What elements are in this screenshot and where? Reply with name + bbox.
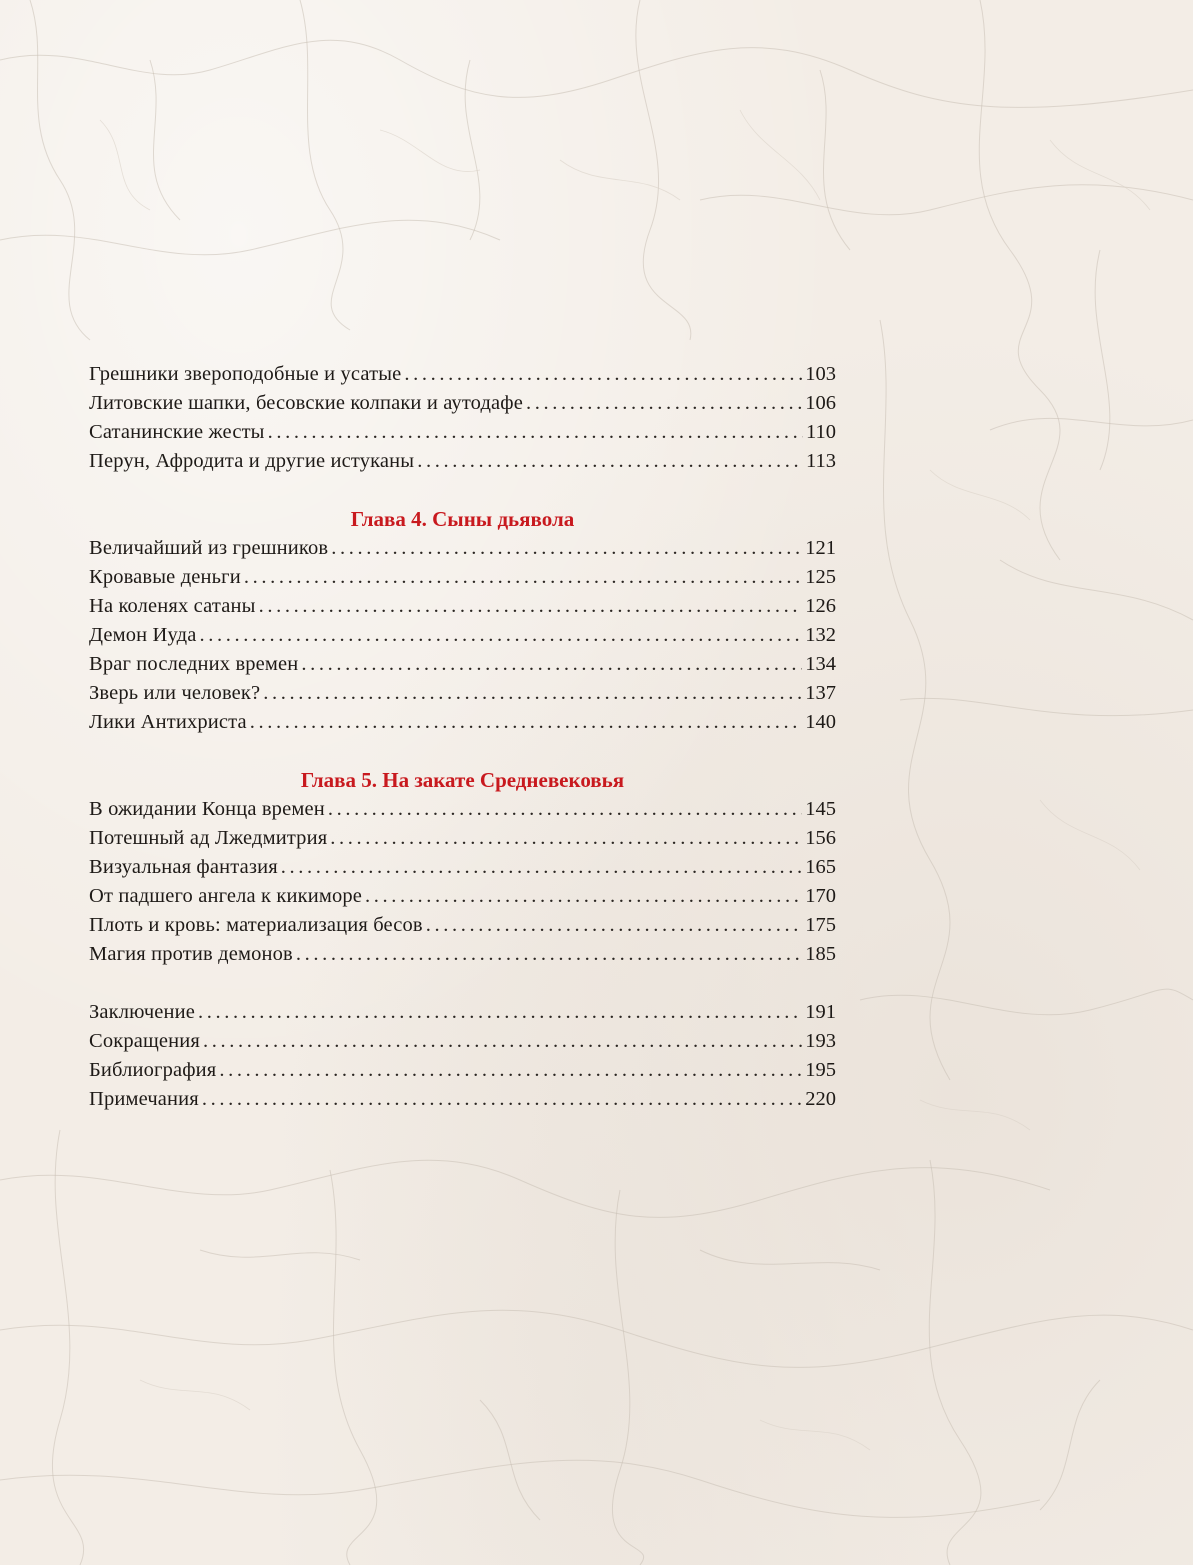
toc-entry bbox=[89, 1027, 836, 1056]
toc-entry-page: 113 bbox=[806, 450, 836, 472]
toc-entry-title: Лики Антихриста bbox=[89, 711, 247, 733]
toc-entry bbox=[89, 824, 836, 853]
toc-entry-page: 103 bbox=[805, 363, 836, 385]
toc-entry-page: 195 bbox=[805, 1059, 836, 1081]
toc-dot-leader bbox=[199, 621, 802, 650]
toc-dot-leader bbox=[328, 795, 802, 824]
toc-entry bbox=[89, 1085, 836, 1114]
toc-entry-title: Перун, Афродита и другие истуканы bbox=[89, 450, 415, 472]
toc-section-continued bbox=[89, 360, 836, 476]
toc-entry-page: 121 bbox=[805, 537, 836, 559]
toc-entry-page: 110 bbox=[806, 421, 836, 443]
toc-entry-page: 185 bbox=[805, 943, 836, 965]
toc-entry bbox=[89, 389, 836, 418]
toc-entry-title: На коленях сатаны bbox=[89, 595, 256, 617]
toc-entry-page: 137 bbox=[805, 682, 836, 704]
toc-dot-leader bbox=[263, 679, 802, 708]
toc-entry-title: Потешный ад Лжедмитрия bbox=[89, 827, 328, 849]
toc-dot-leader bbox=[404, 360, 802, 389]
toc-entry-title: Сатанинские жесты bbox=[89, 421, 265, 443]
toc-dot-leader bbox=[198, 998, 802, 1027]
toc-entry-title: Библиография bbox=[89, 1059, 217, 1081]
toc-entry-page: 145 bbox=[805, 798, 836, 820]
toc-entry-page: 140 bbox=[805, 711, 836, 733]
toc-entry bbox=[89, 650, 836, 679]
toc-entry bbox=[89, 563, 836, 592]
toc-entry-title: Сокращения bbox=[89, 1030, 200, 1052]
toc-dot-leader bbox=[296, 940, 802, 969]
toc-entry bbox=[89, 534, 836, 563]
toc-entry-page: 106 bbox=[805, 392, 836, 414]
toc-entry-title: Враг последних времен bbox=[89, 653, 299, 675]
toc-dot-leader bbox=[330, 824, 802, 853]
toc-entry-title: Плоть и кровь: материализация бесов bbox=[89, 914, 423, 936]
toc-entry-title: Примечания bbox=[89, 1088, 199, 1110]
toc-entry-page: 193 bbox=[805, 1030, 836, 1052]
toc-entry-title: Кровавые деньги bbox=[89, 566, 241, 588]
toc-entry bbox=[89, 882, 836, 911]
toc-dot-leader bbox=[426, 911, 802, 940]
toc-entry-page: 132 bbox=[805, 624, 836, 646]
toc-dot-leader bbox=[301, 650, 802, 679]
toc-entry bbox=[89, 679, 836, 708]
toc-entry-title: Демон Иуда bbox=[89, 624, 197, 646]
toc-entry bbox=[89, 1056, 836, 1085]
toc-entry-page: 191 bbox=[805, 1001, 836, 1023]
toc-entry-title: От падшего ангела к кикиморе bbox=[89, 885, 363, 907]
toc-entry bbox=[89, 940, 836, 969]
toc-entry bbox=[89, 708, 836, 737]
toc-entry-title: Грешники звероподобные и усатые bbox=[89, 363, 402, 385]
toc-section-backmatter bbox=[89, 998, 836, 1114]
toc-entry-page: 170 bbox=[805, 885, 836, 907]
toc-entry-page: 175 bbox=[805, 914, 836, 936]
chapter-4-heading: Глава 4. Сыны дьявола bbox=[350, 507, 575, 531]
toc-section-chapter-4 bbox=[89, 534, 836, 737]
chapter-5-heading: Глава 5. На закате Средневековья bbox=[300, 768, 625, 792]
toc-entry bbox=[89, 360, 836, 389]
toc-dot-leader bbox=[203, 1027, 802, 1056]
toc-dot-leader bbox=[281, 853, 802, 882]
toc-entry-title: Визуальная фантазия bbox=[89, 856, 278, 878]
toc-entry bbox=[89, 998, 836, 1027]
toc-dot-leader bbox=[202, 1085, 802, 1114]
toc-dot-leader bbox=[417, 447, 803, 476]
toc-entry-title: Магия против демонов bbox=[89, 943, 293, 965]
toc-entry-page: 125 bbox=[805, 566, 836, 588]
toc-dot-leader bbox=[250, 708, 802, 737]
toc-dot-leader bbox=[268, 418, 803, 447]
table-of-contents bbox=[89, 360, 836, 1114]
toc-entry bbox=[89, 447, 836, 476]
toc-dot-leader bbox=[244, 563, 802, 592]
toc-entry bbox=[89, 621, 836, 650]
toc-entry-title: Зверь или человек? bbox=[89, 682, 261, 704]
toc-entry-title: Литовские шапки, бесовские колпаки и аутодафе bbox=[89, 392, 523, 414]
toc-dot-leader bbox=[259, 592, 803, 621]
toc-entry-page: 134 bbox=[805, 653, 836, 675]
toc-dot-leader bbox=[365, 882, 802, 911]
toc-entry-page: 126 bbox=[805, 595, 836, 617]
toc-entry-page: 220 bbox=[805, 1088, 836, 1110]
toc-section-chapter-5 bbox=[89, 795, 836, 969]
toc-entry bbox=[89, 853, 836, 882]
toc-entry-title: В ожидании Конца времен bbox=[89, 798, 325, 820]
toc-entry bbox=[89, 911, 836, 940]
toc-entry-page: 165 bbox=[805, 856, 836, 878]
toc-entry-title: Заключение bbox=[89, 1001, 196, 1023]
section-spacer bbox=[89, 969, 836, 998]
toc-entry bbox=[89, 592, 836, 621]
toc-entry-title: Величайший из грешников bbox=[89, 537, 329, 559]
toc-dot-leader bbox=[526, 389, 802, 418]
toc-entry bbox=[89, 795, 836, 824]
toc-entry bbox=[89, 418, 836, 447]
toc-entry-page: 156 bbox=[805, 827, 836, 849]
toc-dot-leader bbox=[331, 534, 802, 563]
toc-dot-leader bbox=[219, 1056, 802, 1085]
